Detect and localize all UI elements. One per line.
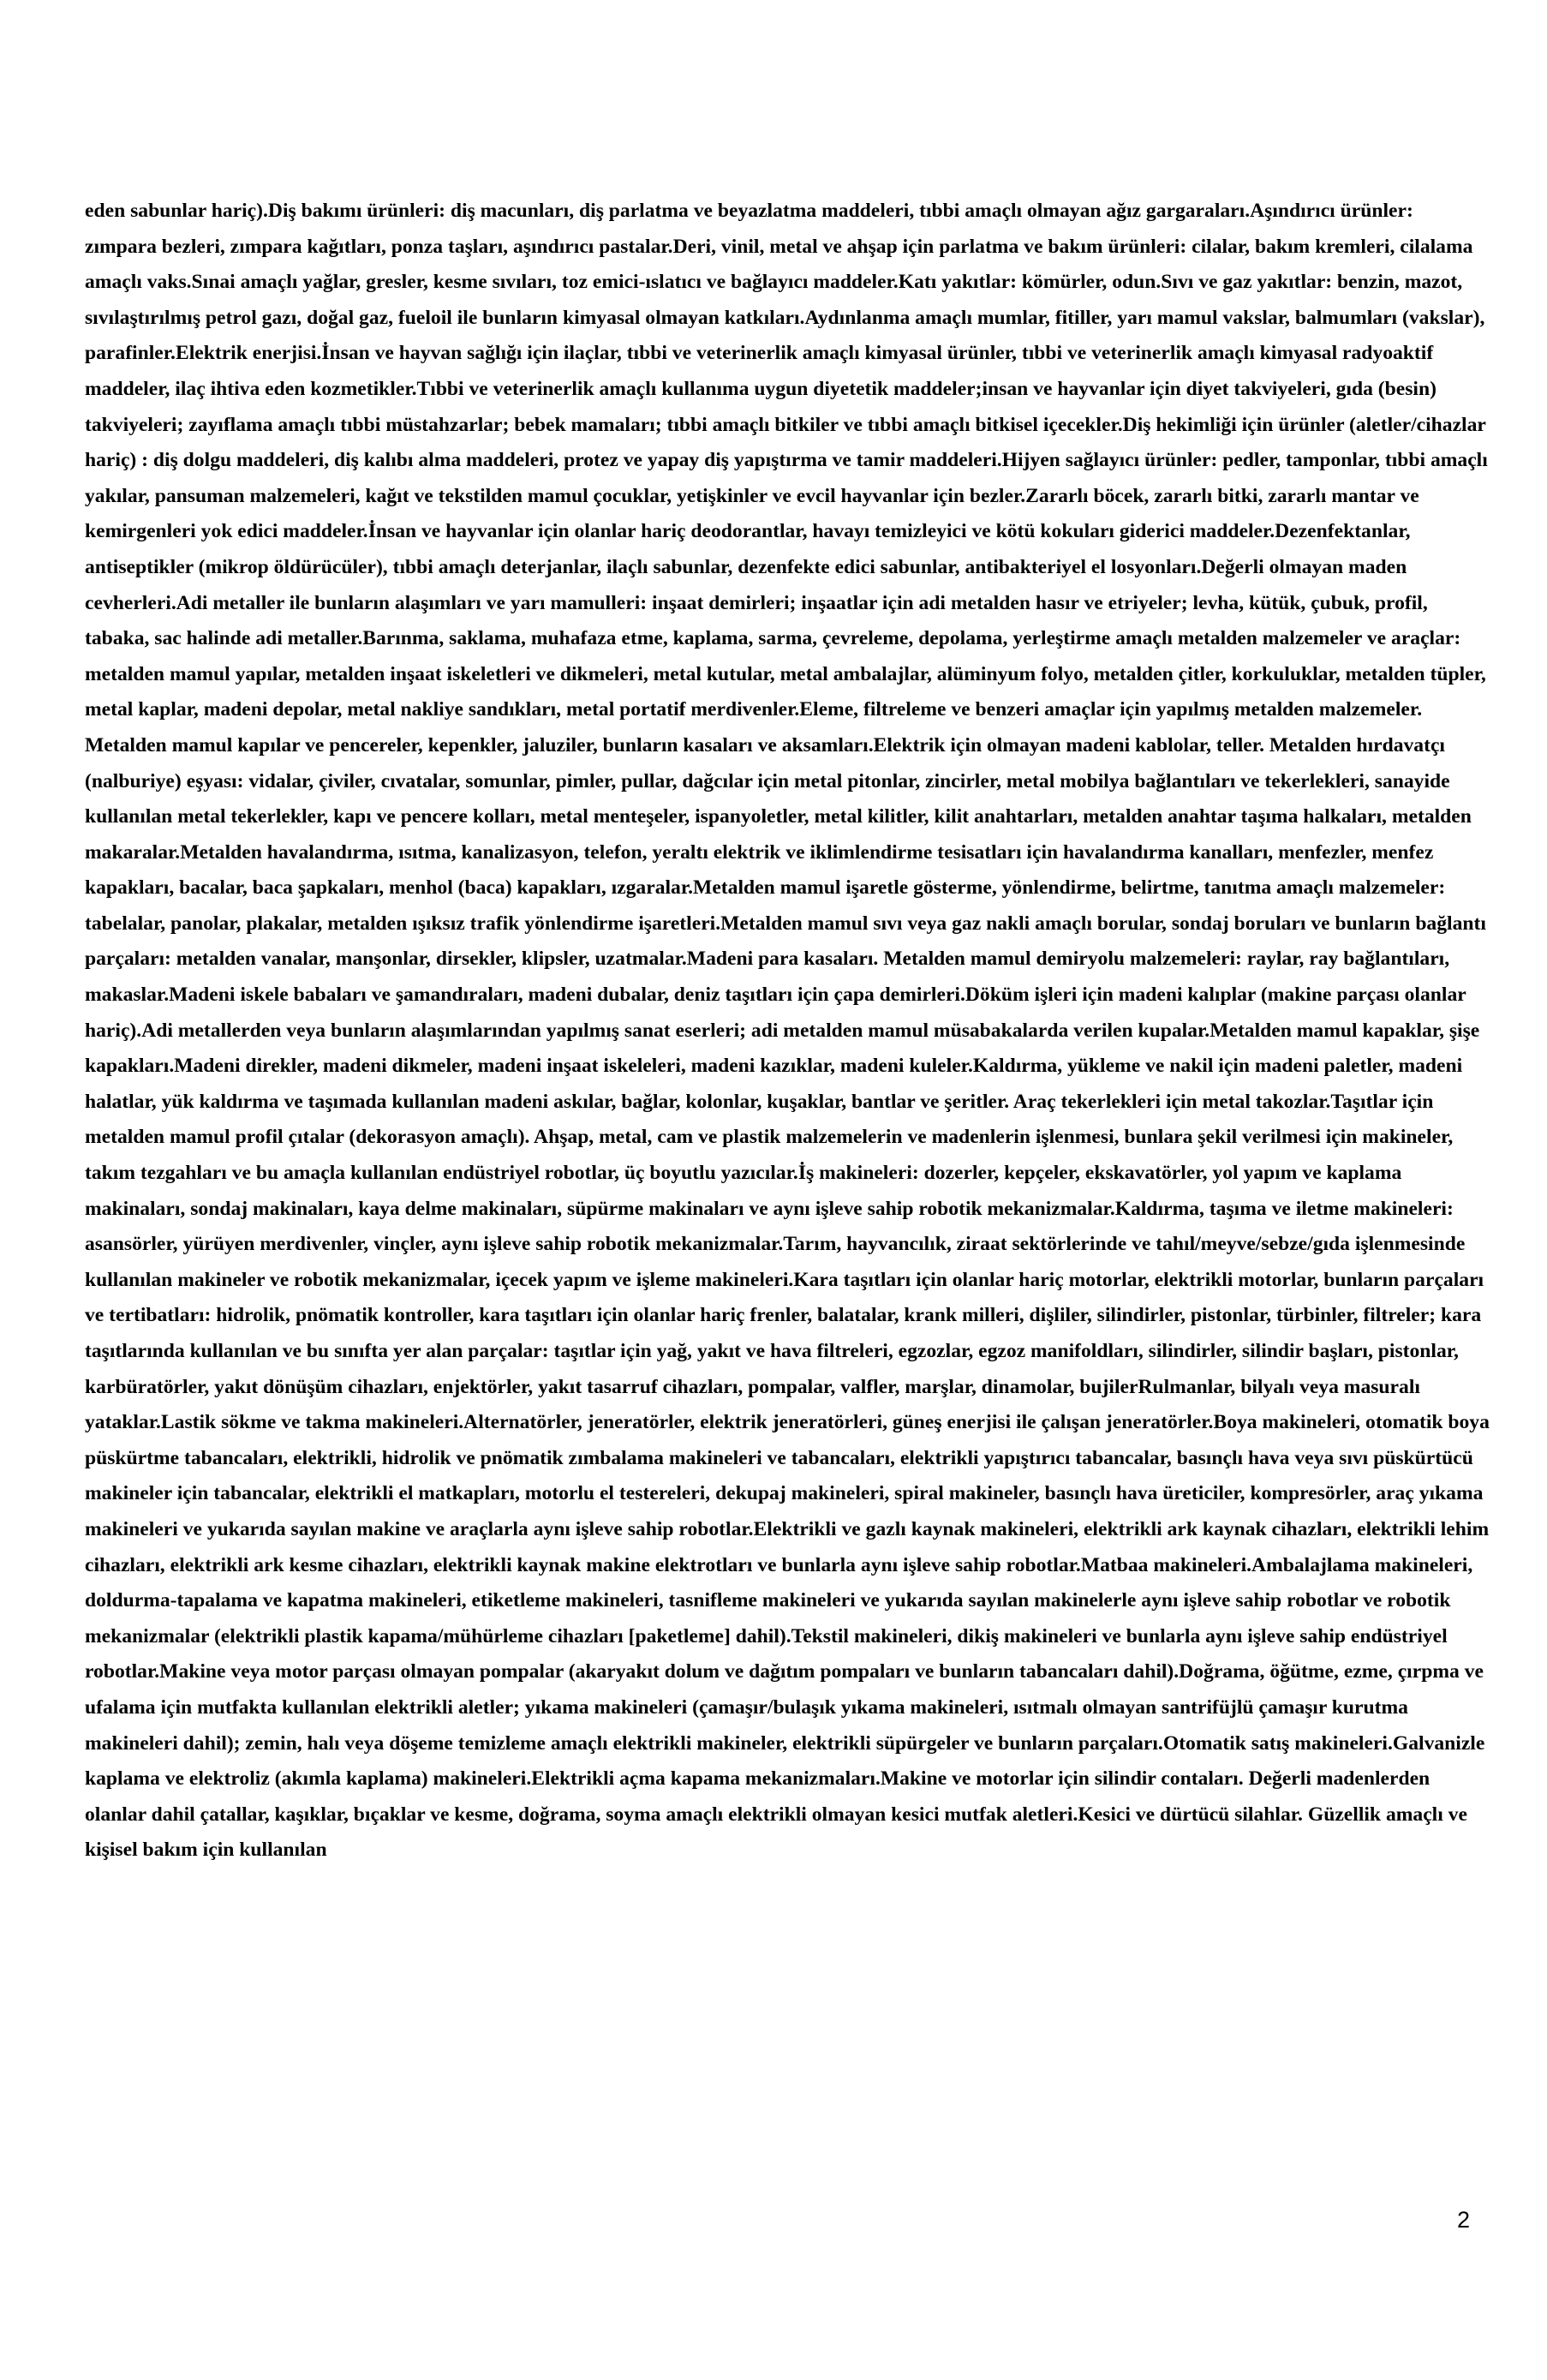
body-paragraph: eden sabunlar hariç).Diş bakımı ürünleri: diş macunları, diş parlatma ve beyazlatma maddeleri, tıbbi amaçlı olmayan ağız gargaraları.Aşındırıcı ürünler: zımpara bezleri, zımpara kağıtları, ponza taşları, aşındırıcı pastalar.Deri, vinil, metal ve ahşap için parlatma ve bakım ürünleri: cilalar, bakım kremleri, cilalama amaçlı vaks.Sınai amaçlı yağlar, gresler, kesme sıvıları, toz emici-ıslatıcı ve bağlayıcı maddeler.Katı yakıtlar: kömürler, odun.Sıvı ve gaz yakıtlar: benzin, mazot, sıvılaştırılmış petrol gazı, doğal gaz, fueloil ile bunların kimyasal olmayan katkıları.Aydınlanma amaçlı mumlar, fitiller, yarı mamul vakslar, balmumları (vakslar), parafinler.Elektrik enerjisi.İnsan ve hayvan sağlığı için ilaçlar, tıbbi ve veterinerlik amaçlı kimyasal ürünler, tıbbi ve veterinerlik amaçlı kimyasal radyoaktif maddeler, ilaç ihtiva eden kozmetikler.Tıbbi ve veterinerlik amaçlı kullanıma uygun diyetetik maddeler;insan ve hayvanlar için diyet takviyeleri, gıda (besin) takviyeleri; zayıflama amaçlı tıbbi müstahzarlar; bebek mamaları; tıbbi amaçlı bitkiler ve tıbbi amaçlı bitkisel içecekler.Diş hekimliği için ürünler (aletler/cihazlar hariç) : diş dolgu maddeleri, diş kalıbı alma maddeleri, protez ve yapay diş yapıştırma ve tamir maddeleri.Hijyen sağlayıcı ürünler: pedler, tamponlar, tıbbi amaçlı yakılar, pansuman malzemeleri, kağıt ve tekstilden mamul çocuklar, yetişkinler ve evcil hayvanlar için bezler.Zararlı böcek, zararlı bitki, zararlı mantar ve kemirgenleri yok edici maddeler.İnsan ve hayvanlar için olanlar hariç deodorantlar, havayı temizleyici ve kötü kokuları giderici maddeler.Dezenfektanlar, antiseptikler (mikrop öldürücüler), tıbbi amaçlı deterjanlar, ilaçlı sabunlar, dezenfekte edici sabunlar, antibakteriyel el losyonları.Değerli olmayan maden cevherleri.Adi metaller ile bunların alaşımları ve yarı mamulleri: inşaat demirleri; inşaatlar için adi metalden hasır ve etriyeler; levha, kütük, çubuk, profil, tabaka, sac halinde adi metaller.Barınma, saklama, muhafaza etme, kaplama, sarma, çevreleme, depolama, yerleştirme amaçlı metalden malzemeler ve araçlar: metalden mamul yapılar, metalden inşaat iskeletleri ve dikmeleri, metal kutular, metal ambalajlar, alüminyum folyo, metalden çitler, korkuluklar, metalden tüpler, metal kaplar, madeni depolar, metal nakliye sandıkları, metal portatif merdivenler.Eleme, filtreleme ve benzeri amaçlar için yapılmış metalden malzemeler. Metalden mamul kapılar ve pencereler, kepenkler, jaluziler, bunların kasaları ve aksamları.Elektrik için olmayan madeni kablolar, teller. Metalden hırdavatçı (nalburiye) eşyası: vidalar, çiviler, cıvatalar, somunlar, pimler, pullar, dağcılar için metal pitonlar, zincirler, metal mobilya bağlantıları ve tekerlekleri, sanayide kullanılan metal tekerlekler, kapı ve pencere kolları, metal menteşeler, ispanyoletler, metal kilitler, kilit anahtarları, metalden anahtar taşıma halkaları, metalden makaralar.Metalden havalandırma, ısıtma, kanalizasyon, telefon, yeraltı elektrik ve iklimlendirme tesisatları için havalandırma kanalları, menfezler, menfez kapakları, bacalar, baca şapkaları, menhol (baca) kapakları, ızgaralar.Metalden mamul işaretle gösterme, yönlendirme, belirtme, tanıtma amaçlı malzemeler: tabelalar, panolar, plakalar, metalden ışıksız trafik yönlendirme işaretleri.Metalden mamul sıvı veya gaz nakli amaçlı borular, sondaj boruları ve bunların bağlantı parçaları: metalden vanalar, manşonlar, dirsekler, klipsler, uzatmalar.Madeni para kasaları. Metalden mamul demiryolu malzemeleri: raylar, ray bağlantıları, makaslar.Madeni iskele babaları ve şamandıraları, madeni dubalar, deniz taşıtları için çapa demirleri.Döküm işleri için madeni kalıplar (makine parçası olanlar hariç).Adi metallerden veya bunların alaşımlarından yapılmış sanat eserleri; adi metalden mamul müsabakalarda verilen kupalar.Metalden mamul kapaklar, şişe kapakları.Madeni direkler, madeni dikmeler, madeni inşaat iskeleleri, madeni kazıklar, madeni kuleler.Kaldırma, yükleme ve nakil için madeni paletler, madeni halatlar, yük kaldırma ve taşımada kullanılan madeni askılar, bağlar, kolonlar, kuşaklar, bantlar ve şeritler. Araç tekerlekleri için metal takozlar.Taşıtlar için metalden mamul profil çıtalar (dekorasyon amaçlı). Ahşap, metal, cam ve plastik malzemelerin ve madenlerin işlenmesi, bunlara şekil verilmesi için makineler, takım tezgahları ve bu amaçla kullanılan endüstriyel robotlar, üç boyutlu yazıcılar.İş makineleri: dozerler, kepçeler, ekskavatörler, yol yapım ve kaplama makinaları, sondaj makinaları, kaya delme makinaları, süpürme makinaları ve aynı işleve sahip robotik mekanizmalar.Kaldırma, taşıma ve iletme makineleri: asansörler, yürüyen merdivenler, vinçler, aynı işleve sahip robotik mekanizmalar.Tarım, hayvancılık, ziraat sektörlerinde ve tahıl/meyve/sebze/gıda işlenmesinde kullanılan makineler ve robotik mekanizmalar, içecek yapım ve işleme makineleri.Kara taşıtları için olanlar hariç motorlar, elektrikli motorlar, bunların parçaları ve tertibatları: hidrolik, pnömatik kontroller, kara taşıtları için olanlar hariç frenler, balatalar, krank milleri, dişliler, silindirler, pistonlar, türbinler, filtreler; kara taşıtlarında kullanılan ve bu sınıfta yer alan parçalar: taşıtlar için yağ, yakıt ve hava filtreleri, egzozlar, egzoz manifoldları, silindirler, silindir başları, pistonlar, karbüratörler, yakıt dönüşüm cihazları, enjektörler, yakıt tasarruf cihazları, pompalar, valfler, marşlar, dinamolar, bujilerRulmanlar, bilyalı veya masuralı yataklar.Lastik sökme ve takma makineleri.Alternatörler, jeneratörler, elektrik jeneratörleri, güneş enerjisi ile çalışan jeneratörler.Boya makineleri, otomatik boya püskürtme tabancaları, elektrikli, hidrolik ve pnömatik zımbalama makineleri ve tabancaları, elektrikli yapıştırıcı tabancalar, basınçlı hava veya sıvı püskürtücü makineler için tabancalar, elektrikli el matkapları, motorlu el testereleri, dekupaj makineleri, spiral makineler, basınçlı hava üreticiler, kompresörler, araç yıkama makineleri ve yukarıda sayılan makine ve araçlarla aynı işleve sahip robotlar.Elektrikli ve gazlı kaynak makineleri, elektrikli ark kaynak cihazları, elektrikli lehim cihazları, elektrikli ark kesme cihazları, elektrikli kaynak makine elektrotları ve bunlarla aynı işleve sahip robotlar.Matbaa makineleri.Ambalajlama makineleri, doldurma-tapalama ve kapatma makineleri, etiketleme makineleri, tasnifleme makineleri ve yukarıda sayılan makinelerle aynı işleve sahip robotlar ve robotik mekanizmalar (elektrikli plastik kapama/mühürleme cihazları [paketleme] dahil).Tekstil makineleri, dikiş makineleri ve bunlarla aynı işleve sahip endüstriyel robotlar.Makine veya motor parçası olmayan pompalar (akaryakıt dolum ve dağıtım pompaları ve bunların tabancaları dahil).Doğrama, öğütme, ezme, çırpma ve ufalama için mutfakta kullanılan elektrikli aletler; yıkama makineleri (çamaşır/bulaşık yıkama makineleri, ısıtmalı olmayan santrifüjlü çamaşır kurutma makineleri dahil); zemin, halı veya döşeme temizleme amaçlı elektrikli makineler, elektrikli süpürgeler ve bunların parçaları.Otomatik satış makineleri.Galvanizle kaplama ve elektroliz (akımla kaplama) makineleri.Elektrikli açma kapama mekanizmaları.Makine ve motorlar için silindir contaları. Değerli madenlerden olanlar dahil çatallar, kaşıklar, bıçaklar ve kesme, doğrama, soyma amaçlı elektrikli olmayan kesici mutfak aletleri.Kesici ve dürtücü silahlar. Güzellik amaçlı ve kişisel bakım için kullanılan <box>85 200 1490 1862</box>
page-number: 2 <box>1456 2207 1470 2233</box>
